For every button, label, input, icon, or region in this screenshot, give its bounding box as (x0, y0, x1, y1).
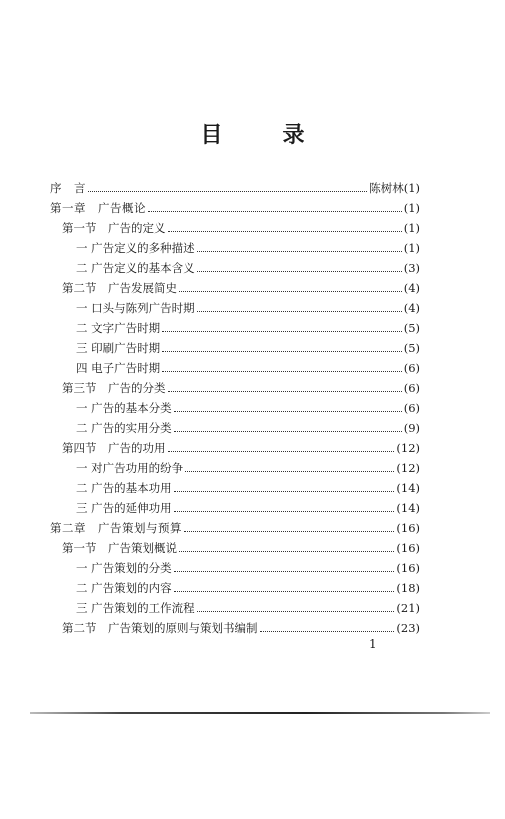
toc-entry (50, 498, 420, 518)
toc-entry-label: 第二节 广告策划的原则与策划书编制 (62, 621, 258, 635)
title-char-2: 录 (282, 122, 305, 148)
toc-entry (50, 178, 420, 198)
toc-entry (50, 238, 420, 258)
toc-entry (50, 558, 420, 578)
toc-entry-label: 一 广告定义的多种描述 (76, 241, 195, 255)
toc-leader-dots (174, 571, 395, 572)
toc-entry (50, 298, 420, 318)
page-number: 1 (369, 637, 377, 651)
toc-leader-dots (260, 631, 395, 632)
toc-leader-dots (185, 471, 394, 472)
toc-entry-label: 第三节 广告的分类 (62, 381, 166, 395)
toc-entry-label: 第一章 广告概论 (50, 201, 146, 215)
toc-leader-dots (197, 251, 402, 252)
toc-leader-dots (197, 311, 402, 312)
toc-entry (50, 598, 420, 618)
toc-entry-page: (14) (396, 501, 420, 515)
toc-entry (50, 338, 420, 358)
toc-entry (50, 258, 420, 278)
toc-leader-dots (148, 211, 402, 212)
toc-entry-page: (23) (396, 621, 420, 635)
toc-entry-label: 第一节 广告策划概说 (62, 541, 177, 555)
table-of-contents (50, 178, 420, 638)
toc-entry (50, 618, 420, 638)
toc-entry-label: 第一节 广告的定义 (62, 221, 166, 235)
toc-leader-dots (88, 191, 367, 192)
toc-leader-dots (174, 511, 395, 512)
toc-entry-page: (21) (396, 601, 420, 615)
toc-entry-label: 四 电子广告时期 (76, 361, 161, 375)
toc-entry-label: 序 言 (50, 181, 86, 195)
toc-entry-page: 陈树林(1) (369, 181, 420, 195)
toc-entry-page: (1) (403, 221, 420, 235)
title-char-1: 目 (200, 122, 223, 148)
toc-leader-dots (197, 611, 395, 612)
toc-entry (50, 218, 420, 238)
toc-leader-dots (174, 431, 402, 432)
toc-entry (50, 478, 420, 498)
toc-entry-page: (5) (403, 341, 420, 355)
toc-entry (50, 278, 420, 298)
toc-entry-label: 三 广告策划的工作流程 (76, 601, 195, 615)
toc-leader-dots (197, 271, 402, 272)
toc-entry (50, 378, 420, 398)
toc-entry-page: (5) (403, 321, 420, 335)
toc-entry-page: (6) (403, 361, 420, 375)
toc-entry-label: 一 广告策划的分类 (76, 561, 172, 575)
toc-entry-page: (3) (403, 261, 420, 275)
toc-entry-page: (14) (396, 481, 420, 495)
toc-entry-label: 二 文字广告时期 (76, 321, 161, 335)
toc-leader-dots (168, 231, 402, 232)
toc-entry-label: 二 广告的基本功用 (76, 481, 172, 495)
toc-entry-label: 一 口头与陈列广告时期 (76, 301, 195, 315)
toc-entry (50, 438, 420, 458)
toc-entry-label: 第二章 广告策划与预算 (50, 521, 182, 535)
toc-entry-page: (12) (396, 441, 420, 455)
toc-entry-page: (16) (396, 561, 420, 575)
toc-entry (50, 358, 420, 378)
toc-entry-page: (6) (403, 381, 420, 395)
toc-entry-page: (4) (403, 301, 420, 315)
toc-leader-dots (168, 451, 395, 452)
toc-entry-page: (16) (396, 521, 420, 535)
toc-entry-page: (1) (403, 201, 420, 215)
toc-leader-dots (174, 591, 395, 592)
toc-leader-dots (184, 531, 394, 532)
toc-entry-page: (12) (396, 461, 420, 475)
toc-leader-dots (174, 491, 395, 492)
page-title (0, 118, 505, 149)
toc-entry-page: (1) (403, 241, 420, 255)
toc-entry (50, 318, 420, 338)
toc-entry-page: (9) (403, 421, 420, 435)
toc-entry (50, 198, 420, 218)
toc-leader-dots (162, 351, 402, 352)
toc-entry-label: 一 广告的基本分类 (76, 401, 172, 415)
bottom-rule (30, 712, 490, 714)
toc-entry-page: (6) (403, 401, 420, 415)
toc-leader-dots (168, 391, 402, 392)
toc-entry-label: 三 印刷广告时期 (76, 341, 161, 355)
toc-entry-label: 一 对广告功用的纷争 (76, 461, 184, 475)
toc-entry-label: 二 广告的实用分类 (76, 421, 172, 435)
toc-entry-page: (18) (396, 581, 420, 595)
toc-entry (50, 398, 420, 418)
toc-entry-page: (16) (396, 541, 420, 555)
toc-leader-dots (162, 331, 402, 332)
toc-entry (50, 578, 420, 598)
toc-entry (50, 518, 420, 538)
toc-entry (50, 458, 420, 478)
toc-entry-label: 三 广告的延伸功用 (76, 501, 172, 515)
toc-entry-label: 二 广告定义的基本含义 (76, 261, 195, 275)
toc-entry-label: 第二节 广告发展简史 (62, 281, 177, 295)
toc-entry-label: 第四节 广告的功用 (62, 441, 166, 455)
toc-leader-dots (179, 291, 402, 292)
toc-entry-page: (4) (403, 281, 420, 295)
toc-leader-dots (179, 551, 394, 552)
toc-entry (50, 538, 420, 558)
toc-entry (50, 418, 420, 438)
toc-leader-dots (174, 411, 402, 412)
toc-entry-label: 二 广告策划的内容 (76, 581, 172, 595)
toc-leader-dots (162, 371, 402, 372)
